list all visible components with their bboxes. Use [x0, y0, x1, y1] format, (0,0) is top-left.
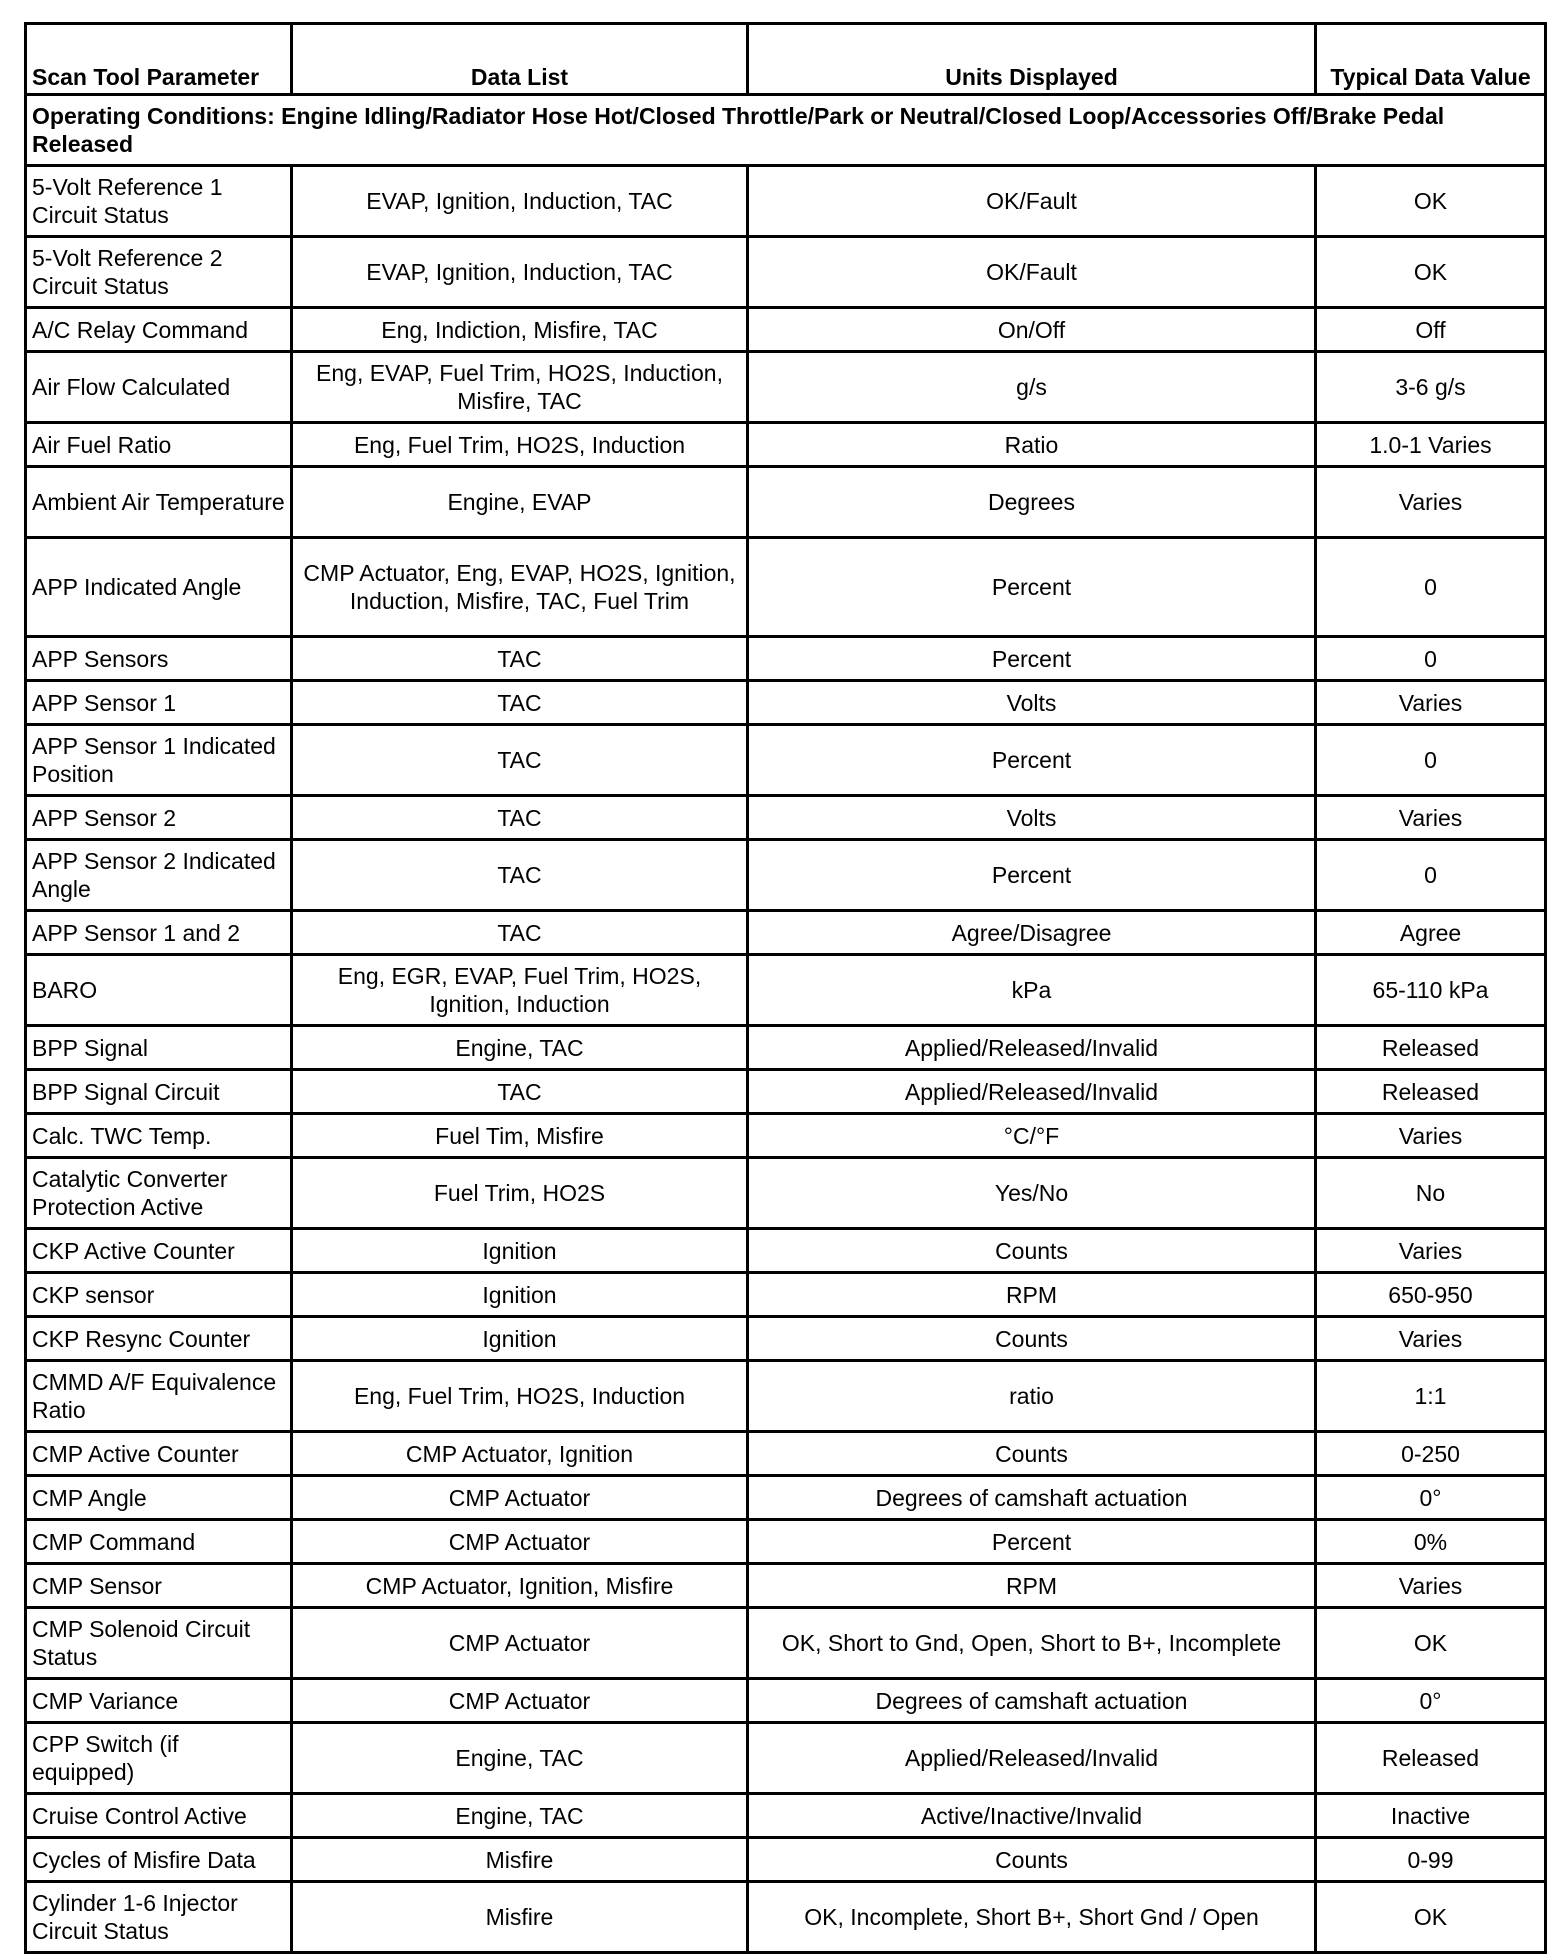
units-cell: kPa [748, 955, 1316, 1026]
parameter-cell: CMP Solenoid Circuit Status [26, 1608, 292, 1679]
units-cell: Counts [748, 1229, 1316, 1273]
parameter-cell: CMMD A/F Equivalence Ratio [26, 1361, 292, 1432]
typical-value-cell: 0° [1316, 1476, 1546, 1520]
data-list-cell: CMP Actuator [292, 1608, 748, 1679]
data-list-cell: Engine, TAC [292, 1026, 748, 1070]
operating-conditions: Operating Conditions: Engine Idling/Radiator Hose Hot/Closed Throttle/Park or Neutral/Closed Loop/Accessories Off/Brake Pedal Released [26, 95, 1546, 166]
data-list-cell: CMP Actuator [292, 1476, 748, 1520]
units-cell: Applied/Released/Invalid [748, 1070, 1316, 1114]
table-row [26, 1608, 1546, 1679]
parameter-cell: Ambient Air Temperature [26, 467, 292, 538]
table-row [26, 637, 1546, 681]
table-row [26, 681, 1546, 725]
typical-value-cell: 0 [1316, 725, 1546, 796]
table-row [26, 308, 1546, 352]
units-cell: g/s [748, 352, 1316, 423]
typical-value-cell: OK [1316, 1882, 1546, 1953]
data-list-cell: Fuel Trim, HO2S [292, 1158, 748, 1229]
units-cell: Degrees of camshaft actuation [748, 1476, 1316, 1520]
parameter-cell: BPP Signal [26, 1026, 292, 1070]
data-list-cell: Engine, EVAP [292, 467, 748, 538]
parameter-cell: CPP Switch (if equipped) [26, 1723, 292, 1794]
typical-value-cell: 650-950 [1316, 1273, 1546, 1317]
table-row [26, 1361, 1546, 1432]
typical-value-cell: 0% [1316, 1520, 1546, 1564]
table-row [26, 911, 1546, 955]
data-list-cell: EVAP, Ignition, Induction, TAC [292, 237, 748, 308]
data-list-cell: Ignition [292, 1317, 748, 1361]
table-row [26, 955, 1546, 1026]
data-list-cell: Eng, Indiction, Misfire, TAC [292, 308, 748, 352]
units-cell: Yes/No [748, 1158, 1316, 1229]
table-row [26, 166, 1546, 237]
header-scan-tool-parameter: Scan Tool Parameter [26, 24, 292, 95]
typical-value-cell: Varies [1316, 1564, 1546, 1608]
header-units-displayed: Units Displayed [748, 24, 1316, 95]
parameter-cell: CMP Variance [26, 1679, 292, 1723]
typical-value-cell: Inactive [1316, 1794, 1546, 1838]
table-row [26, 1158, 1546, 1229]
units-cell: Counts [748, 1317, 1316, 1361]
data-list-cell: TAC [292, 911, 748, 955]
typical-value-cell: Varies [1316, 1229, 1546, 1273]
table-row [26, 1838, 1546, 1882]
typical-value-cell: Varies [1316, 467, 1546, 538]
data-list-cell: CMP Actuator [292, 1679, 748, 1723]
data-list-cell: Eng, EGR, EVAP, Fuel Trim, HO2S, Ignition, Induction [292, 955, 748, 1026]
data-list-cell: Misfire [292, 1882, 748, 1953]
units-cell: Percent [748, 538, 1316, 637]
data-list-cell: TAC [292, 1070, 748, 1114]
parameter-cell: APP Sensors [26, 637, 292, 681]
units-cell: Volts [748, 681, 1316, 725]
units-cell: Active/Inactive/Invalid [748, 1794, 1316, 1838]
data-list-cell: Eng, EVAP, Fuel Trim, HO2S, Induction, Misfire, TAC [292, 352, 748, 423]
parameter-cell: Cylinder 1-6 Injector Circuit Status [26, 1882, 292, 1953]
data-list-cell: Engine, TAC [292, 1794, 748, 1838]
typical-value-cell: Released [1316, 1723, 1546, 1794]
typical-value-cell: OK [1316, 1608, 1546, 1679]
typical-value-cell: Varies [1316, 796, 1546, 840]
data-list-cell: CMP Actuator, Eng, EVAP, HO2S, Ignition, Induction, Misfire, TAC, Fuel Trim [292, 538, 748, 637]
parameter-cell: APP Sensor 1 Indicated Position [26, 725, 292, 796]
parameter-cell: Air Flow Calculated [26, 352, 292, 423]
table-row [26, 1070, 1546, 1114]
parameter-cell: A/C Relay Command [26, 308, 292, 352]
units-cell: OK, Short to Gnd, Open, Short to B+, Incomplete [748, 1608, 1316, 1679]
data-list-cell: TAC [292, 725, 748, 796]
data-list-cell: TAC [292, 796, 748, 840]
typical-value-cell: 0-250 [1316, 1432, 1546, 1476]
data-list-cell: Fuel Tim, Misfire [292, 1114, 748, 1158]
parameter-cell: CMP Sensor [26, 1564, 292, 1608]
typical-value-cell: 65-110 kPa [1316, 955, 1546, 1026]
units-cell: Percent [748, 840, 1316, 911]
header-data-list: Data List [292, 24, 748, 95]
table-row [26, 796, 1546, 840]
units-cell: OK/Fault [748, 237, 1316, 308]
table-row [26, 1476, 1546, 1520]
typical-value-cell: OK [1316, 166, 1546, 237]
parameter-cell: CMP Active Counter [26, 1432, 292, 1476]
data-list-cell: Misfire [292, 1838, 748, 1882]
parameter-cell: CMP Angle [26, 1476, 292, 1520]
typical-value-cell: OK [1316, 237, 1546, 308]
typical-value-cell: 0 [1316, 538, 1546, 637]
data-list-cell: Eng, Fuel Trim, HO2S, Induction [292, 1361, 748, 1432]
table-row [26, 237, 1546, 308]
parameter-cell: APP Sensor 2 Indicated Angle [26, 840, 292, 911]
table-row [26, 1317, 1546, 1361]
data-list-cell: EVAP, Ignition, Induction, TAC [292, 166, 748, 237]
units-cell: °C/°F [748, 1114, 1316, 1158]
table-row [26, 1273, 1546, 1317]
typical-value-cell: 0-99 [1316, 1838, 1546, 1882]
typical-value-cell: 0 [1316, 637, 1546, 681]
table-row [26, 1026, 1546, 1070]
data-list-cell: TAC [292, 681, 748, 725]
typical-value-cell: Varies [1316, 681, 1546, 725]
table-row [26, 352, 1546, 423]
parameter-cell: CKP Resync Counter [26, 1317, 292, 1361]
table-row [26, 1114, 1546, 1158]
scan-tool-data-table [24, 22, 1547, 1954]
data-list-cell: Eng, Fuel Trim, HO2S, Induction [292, 423, 748, 467]
typical-value-cell: Varies [1316, 1114, 1546, 1158]
data-list-cell: Engine, TAC [292, 1723, 748, 1794]
typical-value-cell: Released [1316, 1070, 1546, 1114]
units-cell: Volts [748, 796, 1316, 840]
parameter-cell: BARO [26, 955, 292, 1026]
units-cell: RPM [748, 1273, 1316, 1317]
typical-value-cell: Off [1316, 308, 1546, 352]
parameter-cell: APP Sensor 2 [26, 796, 292, 840]
table-row [26, 1564, 1546, 1608]
units-cell: Applied/Released/Invalid [748, 1723, 1316, 1794]
parameter-cell: CKP sensor [26, 1273, 292, 1317]
units-cell: ratio [748, 1361, 1316, 1432]
parameter-cell: Catalytic Converter Protection Active [26, 1158, 292, 1229]
typical-value-cell: 0° [1316, 1679, 1546, 1723]
units-cell: Degrees of camshaft actuation [748, 1679, 1316, 1723]
data-list-cell: CMP Actuator [292, 1520, 748, 1564]
units-cell: OK/Fault [748, 166, 1316, 237]
parameter-cell: Calc. TWC Temp. [26, 1114, 292, 1158]
typical-value-cell: No [1316, 1158, 1546, 1229]
data-list-cell: TAC [292, 840, 748, 911]
header-row [26, 24, 1546, 95]
units-cell: RPM [748, 1564, 1316, 1608]
data-list-cell: Ignition [292, 1273, 748, 1317]
typical-value-cell: 1:1 [1316, 1361, 1546, 1432]
data-list-cell: TAC [292, 637, 748, 681]
table-row [26, 1679, 1546, 1723]
units-cell: Percent [748, 725, 1316, 796]
units-cell: Ratio [748, 423, 1316, 467]
parameter-cell: CMP Command [26, 1520, 292, 1564]
parameter-cell: 5-Volt Reference 2 Circuit Status [26, 237, 292, 308]
table-row [26, 1794, 1546, 1838]
table-row [26, 725, 1546, 796]
typical-value-cell: Agree [1316, 911, 1546, 955]
units-cell: On/Off [748, 308, 1316, 352]
typical-value-cell: 3-6 g/s [1316, 352, 1546, 423]
table-row [26, 840, 1546, 911]
units-cell: Percent [748, 1520, 1316, 1564]
data-list-cell: Ignition [292, 1229, 748, 1273]
parameter-cell: Air Fuel Ratio [26, 423, 292, 467]
data-list-cell: CMP Actuator, Ignition [292, 1432, 748, 1476]
parameter-cell: APP Sensor 1 and 2 [26, 911, 292, 955]
typical-value-cell: 1.0-1 Varies [1316, 423, 1546, 467]
parameter-cell: BPP Signal Circuit [26, 1070, 292, 1114]
data-list-cell: CMP Actuator, Ignition, Misfire [292, 1564, 748, 1608]
parameter-cell: CKP Active Counter [26, 1229, 292, 1273]
table-row [26, 423, 1546, 467]
units-cell: Applied/Released/Invalid [748, 1026, 1316, 1070]
table-row [26, 467, 1546, 538]
units-cell: OK, Incomplete, Short B+, Short Gnd / Open [748, 1882, 1316, 1953]
operating-conditions-row [26, 95, 1546, 166]
typical-value-cell: Released [1316, 1026, 1546, 1070]
table-row [26, 1520, 1546, 1564]
parameter-cell: 5-Volt Reference 1 Circuit Status [26, 166, 292, 237]
parameter-cell: Cruise Control Active [26, 1794, 292, 1838]
parameter-cell: Cycles of Misfire Data [26, 1838, 292, 1882]
parameter-cell: APP Indicated Angle [26, 538, 292, 637]
header-typical-data-value: Typical Data Value [1316, 24, 1546, 95]
units-cell: Degrees [748, 467, 1316, 538]
units-cell: Counts [748, 1838, 1316, 1882]
units-cell: Agree/Disagree [748, 911, 1316, 955]
typical-value-cell: 0 [1316, 840, 1546, 911]
table-row [26, 1723, 1546, 1794]
parameter-cell: APP Sensor 1 [26, 681, 292, 725]
typical-value-cell: Varies [1316, 1317, 1546, 1361]
units-cell: Counts [748, 1432, 1316, 1476]
table-row [26, 1432, 1546, 1476]
table-row [26, 1229, 1546, 1273]
table-row [26, 1882, 1546, 1953]
units-cell: Percent [748, 637, 1316, 681]
table-row [26, 538, 1546, 637]
